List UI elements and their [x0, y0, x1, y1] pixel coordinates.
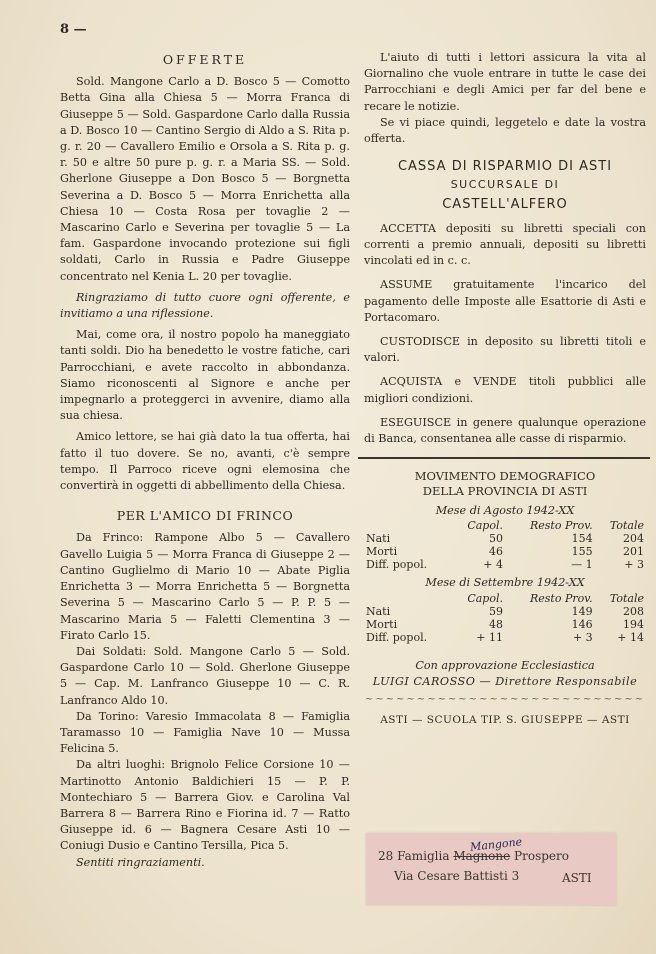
- bank-name: CASSA DI RISPARMIO DI ASTI: [397, 159, 613, 175]
- column-header: Resto Prov.: [530, 519, 593, 533]
- month-label: Mese di Settembre 1942-XX: [425, 576, 585, 590]
- offerte-thanks: Ringraziamo di tutto cuore ogni offerente, e invitiamo a una riflessione.: [60, 290, 350, 321]
- section-divider: [358, 457, 650, 459]
- bank-service-assume: ASSUME gratuitamente l'incarico del pagamento delle Imposte alle Esattorie di Asti e Portacomaro.: [364, 278, 646, 324]
- offerte-heading: OFFERTE: [162, 52, 248, 67]
- column-header: Capol.: [467, 591, 503, 605]
- amico-frinco: Da Frinco: Rampone Albo 5 — Cavallero Gavello Luigia 5 — Morra Franca di Giuseppe 2 — Cantino Guglielmo di Mario 10 — Abate Piglia Enrichetta 3 — Morra Enrichetta 5 — Borgnetta Severina 5 — Mascarino Carlo 5 — P. P. 5 — Mascarino Maria 5 — Faletti Clementina 3 — Firato Carlo 15.: [60, 531, 350, 642]
- demography-table-august: [364, 519, 646, 571]
- wavy-divider: ~~~~~~~~~~~~~~~~~~~~~~~~~~~: [364, 694, 646, 706]
- bank-service-accetta: ACCETTA depositi su libretti speciali con correnti a premio annuali, depositi su libretti vincolati ed in c. c.: [364, 221, 646, 268]
- page-number: 8 —: [60, 22, 87, 37]
- column-header: Totale: [609, 519, 644, 533]
- offerte-paragraph-2: Amico lettore, se hai già dato la tua offerta, hai fatto il tuo dovere. Se no, avanti, c'è sempre tempo. Il Parroco riceve ogni elemosina che convertirà in oggetti di abbellimento della Chiesa.: [60, 430, 350, 493]
- month-label: Mese di Agosto 1942-XX: [435, 504, 575, 518]
- demography-title: [364, 469, 646, 499]
- table-row: Morti 46 155 201: [366, 545, 644, 559]
- address-first-name: Prospero: [514, 849, 569, 863]
- table-row: Nati 50 154 204: [366, 532, 644, 546]
- right-column: [364, 50, 646, 728]
- bank-advert: [364, 159, 646, 213]
- amico-altri: Da altri luoghi: Brignolo Felice Corsione 10 — Martinotto Antonio Baldichieri 15 — P. P. Montechiaro 5 — Barrera Giov. e Carolina Val Barrera 8 — Barrera Rino e Fiorina id. 7 — Ratto Giuseppe id. 6 — Bagnera Cesare Asti 10 — Coniugi Dusio e Cantino Tersilla, Pica 5.: [60, 758, 350, 853]
- struck-surname: Magnone: [453, 849, 511, 863]
- bank-service-acquista: ACQUISTA e VENDE titoli pubblici alle migliori condizioni.: [364, 375, 646, 405]
- address-city: ASTI: [562, 871, 592, 885]
- table-row: Morti 48 146 194: [366, 617, 644, 631]
- demography-title-line-2: DELLA PROVINCIA DI ASTI: [422, 484, 588, 499]
- offerte-paragraph-1: Mai, come ora, il nostro popolo ha maneggiato tanti soldi. Dio ha benedetto le vostre fatiche, cari Parrocchiani, e avete raccolto in abbondanza. Siamo riconoscenti al Signore e anche per impegnarlo a proteggerci in avvenire, diamo alla sua chiesa.: [60, 328, 350, 423]
- column-header: Resto Prov.: [530, 591, 593, 605]
- readers-paragraph-1: L'aiuto di tutti i lettori assicura la vita al Giornalino che vuole entrare in tutte le case dei Parrocchiani e degli Amici per far del bene e recare le notizie.: [364, 51, 646, 113]
- amico-soldati: Dai Soldati: Sold. Mangone Carlo 5 — Sold. Gaspardone Carlo 10 — Sold. Gherlone Giuseppe 5 — Cap. M. Lanfranco Giuseppe 10 — C. R. Lanfranco Aldo 10.: [60, 644, 350, 707]
- director-line: LUIGI CAROSSO — Direttore Responsabile: [372, 674, 638, 688]
- address-label: [366, 833, 616, 905]
- printer-line: ASTI — SCUOLA TIP. S. GIUSEPPE — ASTI: [380, 714, 630, 727]
- table-row: Diff. popol. + 4 — 1 + 3: [366, 558, 644, 572]
- offerte-list: Sold. Mangone Carlo a D. Bosco 5 — Comotto Betta Gina alla Chiesa 5 — Morra Franca di Giuseppe 5 — Sold. Gaspardone Carlo dalla Russia a D. Bosco 10 — Cantino Sergio di Aldo a S. Rita p. g. r. 20 — Cavallero Emilio e Orsola a S. Rita p. g. r. 50 e altre 50 pure p. g. r. a Maria SS. — Sold. Gherlone Giuseppe a Don Bosco 5 — Borgnetta Severina a D. Bosco 5 — Morra Enrichetta alla Chiesa 10 — Costa Rosa per tovaglie 2 — Mascarino Carlo e Severina per tovaglie 5 — La fam. Gaspardone invocando protezione sui figli soldati, Carlo in Russia e Padre Giuseppe concentrato nel Kenia L. 20 per tovaglie.: [60, 75, 350, 283]
- table-row: Nati 59 149 208: [366, 604, 644, 618]
- bank-subtitle: SUCCURSALE DI: [450, 178, 560, 192]
- bank-service-custodisce: CUSTODISCE in deposito su libretti titoli e valori.: [364, 335, 646, 365]
- column-header: Capol.: [467, 519, 503, 533]
- bank-service-esegue: ESEGUISCE in genere qualunque operazione di Banca, consentanea alle casse di risparmio.: [364, 415, 646, 446]
- address-prefix: 28 Famiglia: [378, 849, 450, 863]
- address-line-1: [378, 849, 569, 863]
- bank-town: CASTELL'ALFERO: [442, 196, 568, 212]
- table-row: Diff. popol. + 11 + 3 + 14: [366, 630, 644, 644]
- readers-paragraph-2: Se vi piace quindi, leggetelo e date la vostra offerta.: [364, 115, 646, 146]
- left-column: [60, 50, 350, 871]
- column-header: Totale: [609, 591, 644, 605]
- amico-thanks: Sentiti ringraziamenti.: [76, 855, 205, 869]
- amico-heading: PER L'AMICO DI FRINCO: [116, 508, 294, 524]
- address-street: Via Cesare Battisti 3: [394, 869, 520, 883]
- handwritten-correction: Mangone: [469, 835, 523, 854]
- ecclesiastical-approval: Con approvazione Ecclesiastica: [415, 658, 595, 672]
- demography-title-line-1: MOVIMENTO DEMOGRAFICO: [414, 469, 596, 484]
- amico-torino: Da Torino: Varesio Immacolata 8 — Famiglia Taramasso 10 — Famiglia Nave 10 — Mussa Felicina 5.: [60, 709, 350, 756]
- demography-table-september: [364, 592, 646, 644]
